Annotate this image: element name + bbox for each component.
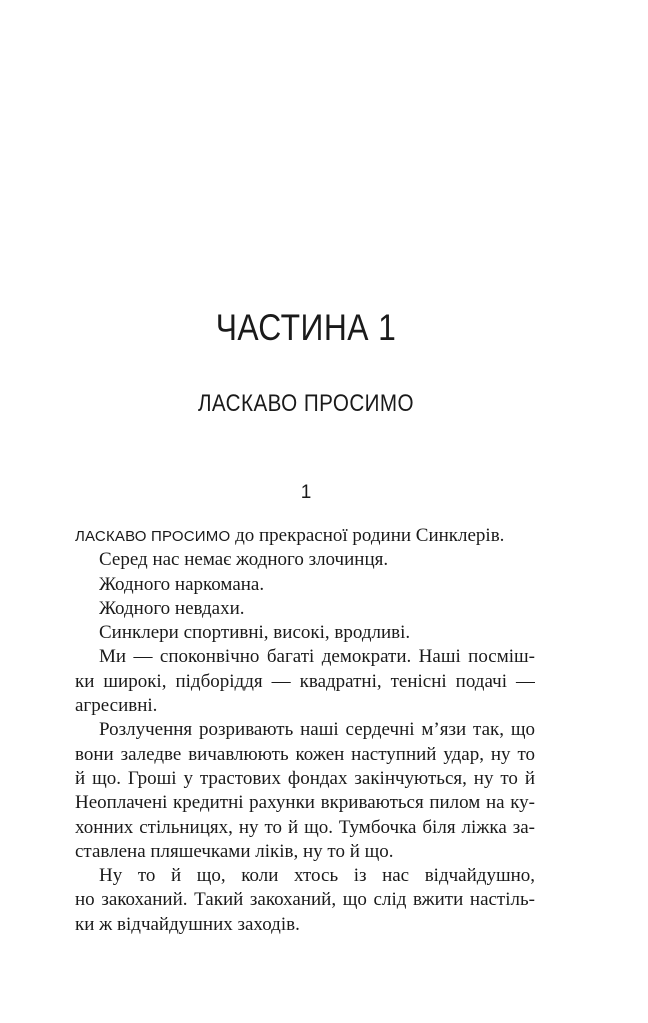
- paragraph-line: ставлена пляшечками ліків, ну то й що.: [75, 840, 394, 862]
- paragraph-line: Неоплачені кредитні рахунки вкриваються пилом на ку-: [75, 792, 535, 814]
- paragraph-line: й що. Гроші у трастових фондах закінчуються, ну то й: [75, 767, 535, 789]
- part-title: ЧАСТИНА 1: [215, 307, 397, 348]
- paragraph-line: агресивні.: [75, 695, 158, 717]
- paragraph-line: Ну то й що, коли хтось із нас відчайдушно,: [99, 865, 535, 887]
- paragraph-line: Синклери спортивні, високі, вродливі.: [99, 622, 411, 644]
- body-text: [75, 524, 535, 937]
- paragraph-line: Ми — споконвічно багаті демократи. Наші посміш-: [99, 646, 535, 668]
- paragraph-line: Серед нас немає жодного злочинця.: [99, 549, 389, 571]
- paragraph-line: ки ж відчайдушних заходів.: [75, 913, 300, 935]
- chapter-number: 1: [300, 482, 312, 503]
- paragraph-line: Жодного наркомана.: [99, 573, 265, 595]
- lead-in-smallcaps: ЛАСКАВО ПРОСИМО: [75, 528, 231, 545]
- part-subtitle: ЛАСКАВО ПРОСИМО: [197, 390, 415, 417]
- paragraph-line: хонних стільницях, ну то й що. Тумбочка біля ліжка за-: [75, 816, 535, 838]
- paragraph-line: вони заледве вичавлюють кожен наступний удар, ну то: [75, 743, 535, 765]
- paragraph-line: ЛАСКАВО ПРОСИМО до прекрасної родини Синклерів.: [75, 525, 505, 546]
- paragraph-line: Жодного невдахи.: [99, 597, 245, 619]
- paragraph-line: ки широкі, підборіддя — квадратні, тенісні подачі —: [75, 670, 535, 692]
- paragraph-line: Розлучення розривають наші сердечні м’язи так, що: [99, 719, 535, 741]
- paragraph-line: но закоханий. Такий закоханий, що слід вжити настіль-: [75, 889, 535, 911]
